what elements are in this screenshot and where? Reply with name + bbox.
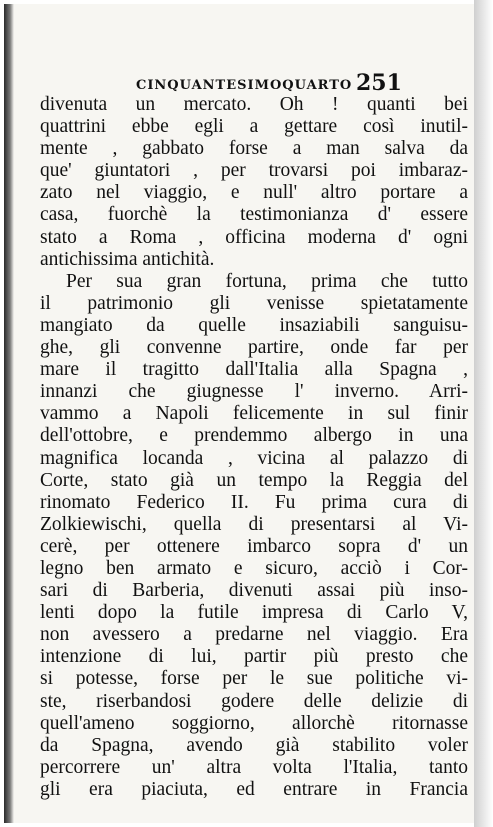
text-line: vammo a Napoli felicemente in sul finir <box>40 403 468 425</box>
text-line: que' giuntatori , per trovarsi poi imbaraz- <box>40 160 468 182</box>
text-line: legno ben armato e sicuro, acciò i Cor- <box>40 557 468 579</box>
text-line: cerè, per ottenere imbarco sopra d' un <box>40 535 468 557</box>
adjacent-page-edge <box>474 0 493 827</box>
text-line: innanzi che giugnesse l' inverno. Arri- <box>40 381 468 403</box>
page-binding-shadow <box>4 4 14 823</box>
text-line: casa, fuorchè la testimonianza d' essere <box>40 204 468 226</box>
text-line: quell'ameno soggiorno, allorchè ritornasse <box>40 712 468 734</box>
text-line: antichissima antichità. <box>40 248 215 270</box>
text-line: da Spagna, avendo già stabilito voler <box>40 734 468 756</box>
text-line: sari di Barberia, divenuti assai più inso- <box>40 580 468 602</box>
text-line: gli era piaciuta, ed entrare in Francia <box>40 778 468 800</box>
text-line: quattrini ebbe egli a gettare così inutil- <box>40 116 468 138</box>
text-line: il patrimonio gli venisse spietatamente <box>40 292 468 314</box>
text-line: magnifica locanda , vicina al palazzo di <box>40 447 468 469</box>
book-page <box>4 4 474 823</box>
text-line: dell'ottobre, e prendemmo albergo in una <box>40 425 468 447</box>
text-line: divenuta un mercato. Oh ! quanti bei <box>40 94 468 115</box>
text-line: Per sua gran fortuna, prima che tutto <box>66 270 468 292</box>
text-line: Zolkiewischi, quella di presentarsi al Vi- <box>40 513 468 535</box>
text-line: ghe, gli convenne partire, onde far per <box>40 337 468 359</box>
text-line: zato nel viaggio, e null' altro portare a <box>40 182 468 204</box>
body-text <box>40 94 468 801</box>
text-line: si potesse, forse per le sue politiche vi- <box>40 668 468 690</box>
text-line: mare il tragitto dall'Italia alla Spagna , <box>40 359 468 381</box>
running-head: CINQUANTESIMOQUARTO <box>136 78 353 93</box>
page-number: 251 <box>356 70 402 96</box>
text-line: Corte, stato già un tempo la Reggia del <box>40 469 468 491</box>
text-line: percorrere un' altra volta l'Italia, tanto <box>40 756 468 778</box>
page-header <box>40 68 468 94</box>
text-line: stato a Roma , officina moderna d' ogni <box>40 226 468 248</box>
text-line: rinomato Federico II. Fu prima cura di <box>40 491 468 513</box>
text-line: mangiato da quelle insaziabili sanguisu- <box>40 314 468 336</box>
text-line: lenti dopo la futile impresa di Carlo V, <box>40 602 468 624</box>
text-line: mente , gabbato forse a man salva da <box>40 138 468 160</box>
text-line: ste, riserbandosi godere delle delizie di <box>40 690 468 712</box>
text-line: non avessero a predarne nel viaggio. Era <box>40 624 468 646</box>
text-line: intenzione di lui, partir più presto che <box>40 646 468 668</box>
